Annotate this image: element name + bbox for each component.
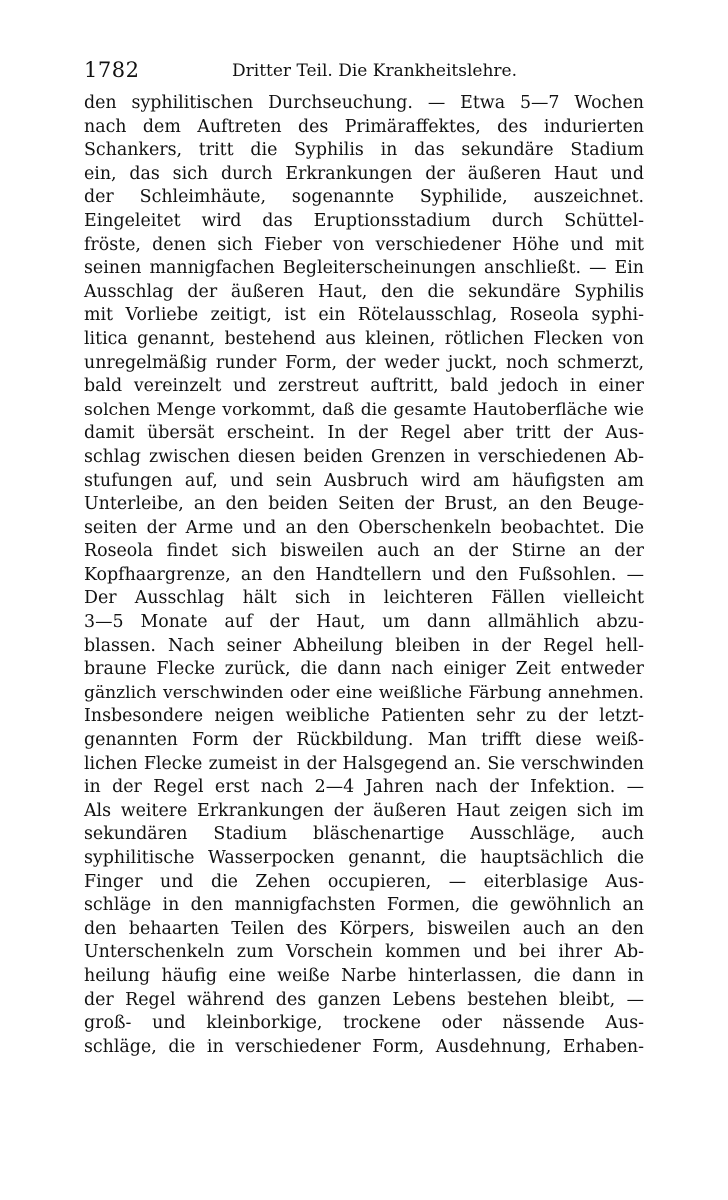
text-line: solchen Menge vorkommt, daß die gesamte Hautoberfläche wie: [84, 399, 644, 420]
text-line: seiten der Arme und an den Oberschenkeln beobachtet. Die: [84, 517, 644, 538]
text-line: unregelmäßig runder Form, der weder juckt, noch schmerzt,: [84, 352, 644, 373]
running-head: Dritter Teil. Die Krankheitslehre.: [232, 61, 517, 81]
text-line: stufungen auf, und sein Ausbruch wird am häufigsten am: [84, 470, 644, 491]
text-line: den syphilitischen Durchseuchung. — Etwa 5—7 Wochen: [84, 93, 644, 113]
text-line: nach dem Auftreten des Primäraffektes, des indurierten: [84, 116, 644, 137]
text-line: gänzlich verschwinden oder eine weißliche Färbung annehmen.: [84, 682, 644, 703]
text-line: Kopfhaargrenze, an den Handtellern und den Fußsohlen. —: [84, 564, 644, 585]
text-line: syphilitische Wasserpocken genannt, die hauptsächlich die: [84, 848, 644, 868]
text-line: Der Ausschlag hält sich in leichteren Fällen vielleicht: [84, 588, 644, 609]
text-line: schlag zwischen diesen beiden Grenzen in verschiedenen Ab-: [84, 446, 644, 467]
text-line: Unterleibe, an den beiden Seiten der Brust, an den Beuge-: [84, 494, 644, 515]
text-line: Eingeleitet wird das Eruptionsstadium durch Schüttel-: [84, 210, 644, 231]
text-line: groß- und kleinborkige, trockene oder nässende Aus-: [84, 1013, 644, 1034]
text-line: litica genannt, bestehend aus kleinen, rötlichen Flecken von: [84, 328, 644, 349]
text-line: Als weitere Erkrankungen der äußeren Haut zeigen sich im: [84, 800, 644, 821]
text-line: der Schleimhäute, sogenannte Syphilide, auszeichnet.: [84, 187, 644, 208]
text-line: genannten Form der Rückbildung. Man trifft diese weiß-: [84, 730, 644, 751]
text-line: Ausschlag der äußeren Haut, den die sekundäre Syphilis: [84, 281, 644, 302]
text-line: heilung häufig eine weiße Narbe hinterlassen, die dann in: [84, 965, 644, 986]
text-line: blassen. Nach seiner Abheilung bleiben in der Regel hell-: [84, 635, 644, 656]
text-line: Roseola findet sich bisweilen auch an der Stirne an der: [84, 541, 644, 562]
text-line: 3—5 Monate auf der Haut, um dann allmählich abzu-: [84, 612, 644, 633]
text-line: Finger und die Zehen occupieren, — eiterblasige Aus-: [84, 871, 644, 892]
text-line: schläge in den mannigfachsten Formen, die gewöhnlich an: [84, 895, 644, 916]
text-line: sekundären Stadium bläschenartige Ausschläge, auch: [84, 824, 644, 845]
text-line: der Regel während des ganzen Lebens bestehen bleibt, —: [84, 989, 644, 1010]
text-line: bald vereinzelt und zerstreut auftritt, bald jedoch in einer: [84, 376, 644, 397]
text-line: mit Vorliebe zeitigt, ist ein Rötelausschlag, Roseola syphi-: [84, 305, 644, 326]
page-number: 1782: [84, 58, 140, 82]
text-line: ein, das sich durch Erkrankungen der äußeren Haut und: [84, 163, 644, 184]
text-line: den behaarten Teilen des Körpers, bisweilen auch an den: [84, 918, 644, 939]
text-line: seinen mannigfachen Begleiterscheinungen anschließt. — Ein: [84, 258, 644, 279]
body-text: [84, 92, 644, 1059]
text-line: Insbesondere neigen weibliche Patienten sehr zu der letzt-: [84, 706, 644, 727]
text-line: in der Regel erst nach 2—4 Jahren nach der Infektion. —: [84, 777, 644, 798]
text-line: braune Flecke zurück, die dann nach einiger Zeit entweder: [84, 659, 644, 680]
text-line: damit übersät erscheint. In der Regel aber tritt der Aus-: [84, 423, 644, 444]
text-line: Unterschenkeln zum Vorschein kommen und bei ihrer Ab-: [84, 942, 644, 963]
text-line: lichen Flecke zumeist in der Halsgegend an. Sie verschwinden: [84, 753, 644, 774]
text-line: Schankers, tritt die Syphilis in das sekundäre Stadium: [84, 140, 644, 161]
text-line: fröste, denen sich Fieber von verschiedener Höhe und mit: [84, 234, 644, 255]
page-header: [84, 58, 644, 88]
text-line: schläge, die in verschiedener Form, Ausdehnung, Erhaben-: [84, 1036, 644, 1057]
